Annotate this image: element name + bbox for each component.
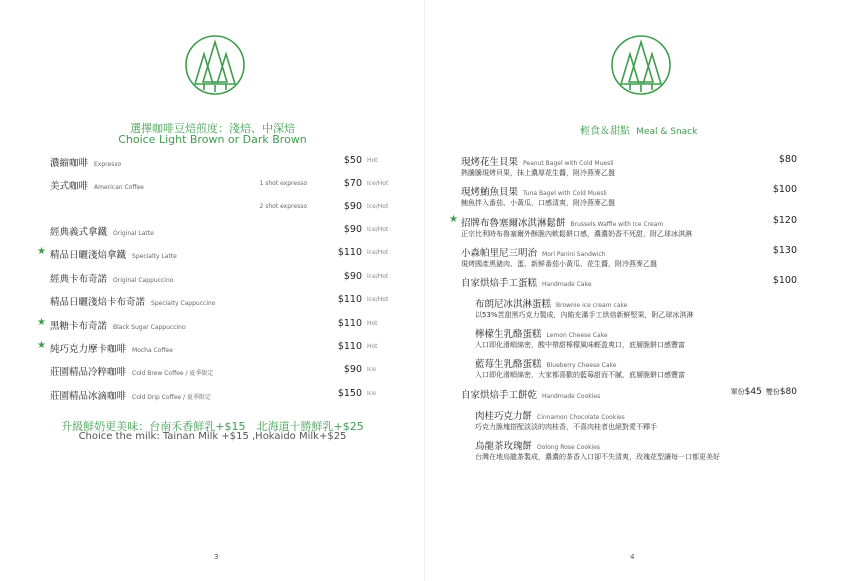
menu-item [0,294,425,308]
page-number: 4 [630,553,635,561]
item-description: 以53%苦甜黑巧克力製成，內餡充滿手工烘焙新鮮堅果，附乙球冰淇淋 [475,311,694,319]
star-icon: ★ [37,317,46,328]
item-name [50,388,211,402]
item-name [50,247,177,261]
item-price: $90 [343,271,362,282]
item-temp: Ice/Hot [367,273,389,280]
item-name-en: Cold Brew Coffee / 夏季限定 [132,370,214,377]
right-title-en: Meal & Snack [636,127,698,137]
item-temp: Ice/Hot [367,296,389,303]
cookies-double-label: 雙份 [765,388,780,396]
menu-item [0,178,425,192]
milk-upgrade-zh: 升級鮮奶更美味：台南禾香鮮乳+$15 北海道十勝鮮乳+$25 [61,420,364,433]
item-name-zh: 烏龍茶玫瑰餅 [475,441,533,452]
menu-item [0,364,425,378]
menu-item [0,388,425,402]
item-name-zh: 現烤花生貝果 [461,157,519,168]
item-price: $90 [343,224,362,235]
item-description: 現烤國產黑豬肉、蛋、新鮮番茄小黃瓜、花生醬，附冷燕麥乙盤 [461,260,657,268]
menu-item [0,341,425,355]
item-name-zh: 純巧克力摩卡咖啡 [50,344,127,355]
item-note: 1 shot expresso [259,180,307,187]
item-price: $110 [337,318,362,329]
item-name-en: Handmade Cake [542,281,592,288]
item-price: $110 [337,294,362,305]
item-temp: Ice/Hot [367,180,389,187]
item-name [50,341,173,355]
item-name [50,201,56,212]
menu-item [0,318,425,332]
menu-item [0,155,425,169]
item-name [461,184,607,198]
item-name-zh: 招牌布魯塞爾冰淇淋鬆餅 [461,218,566,229]
item-name [461,275,592,289]
item-description: 鮪魚拌入番茄、小黃瓜，口感清爽，附冷燕麥乙盤 [461,199,615,207]
item-price: $100 [772,184,797,195]
item-name-en: Cold Drip Coffee / 夏季限定 [132,394,211,401]
item-name-zh: 布朗尼冰淇淋蛋糕 [475,299,552,310]
item-name-zh: 藍莓生乳酪蛋糕 [475,359,542,370]
item-name-zh: 經典卡布奇諾 [50,274,108,285]
menu-item [0,271,425,285]
item-name [50,294,215,308]
item-name-en: Tuna Bagel with Cold Muesli [523,190,607,197]
menu-item [0,247,425,261]
item-name-zh: 莊園精品冰滴咖啡 [50,391,127,402]
item-description: 台灣在地烏龍茶製成，濃濃的茶香入口卻不失清爽，玫瑰花型讓每一口都更美好 [475,453,720,461]
item-name-zh: 自家烘焙手工蛋糕 [461,278,538,289]
item-name-zh: 肉桂巧克力餅 [475,411,533,422]
item-name-en: Peanut Bagel with Cold Muesli [523,160,614,167]
item-name-zh: 自家烘焙手工餅乾 [461,390,538,401]
item-name-zh: 小森帕里尼三明治 [461,248,538,259]
item-name-zh: 現烤鮪魚貝果 [461,187,519,198]
item-name [475,296,627,310]
item-name [461,154,614,168]
item-temp: Hot [367,157,378,164]
right-title-zh: 輕食＆甜點 [580,126,630,137]
item-description: 巧克力脆塊搭配淡淡的肉桂香，不喜肉桂者也絕對愛不釋手 [475,423,657,431]
item-name [475,326,608,340]
item-name [461,245,606,259]
item-description: 入口即化滑順綿密，酸中帶甜檸檬風味輕盈爽口，底層脆餅口感豐富 [475,341,685,349]
item-name-zh: 黑糖卡布奇諾 [50,321,108,332]
page-number: 3 [214,553,219,561]
item-price: $130 [772,245,797,256]
item-temp: Ice/Hot [367,226,389,233]
item-name [50,224,154,238]
item-name-zh: 經典義式拿鐵 [50,227,108,238]
item-name [475,438,600,452]
right-title [580,122,697,137]
star-icon: ★ [449,214,458,225]
cookies-single-price: $45 [744,387,762,397]
item-price: $90 [343,201,362,212]
item-name-en: Specialty Latte [132,253,177,260]
item-name [475,356,617,370]
item-description: 正宗比利時布魯塞爾外酥脆內軟鬆餅口感，濃濃奶香不死甜，附乙球冰淇淋 [461,230,692,238]
item-name [50,318,186,332]
item-name [475,408,625,422]
cookies-double-price: $80 [779,387,797,397]
star-icon: ★ [37,340,46,351]
item-temp: Ice/Hot [367,249,389,256]
item-name-en: Blueberry Cheese Cake [546,362,617,369]
item-temp: Ice [367,390,376,397]
item-name-en: Original Latte [113,230,154,237]
item-name-en: Brussels Waffle with Ice Cream [570,221,664,228]
cookies-price [731,387,797,397]
item-description: 熱騰騰現烤貝果，抹上濃厚花生醬，附冷燕麥乙盤 [461,169,615,177]
star-icon: ★ [37,246,46,257]
item-name [50,364,213,378]
forest-trees-logo [610,34,672,96]
item-name-en: Expresso [94,161,122,168]
item-temp: Hot [367,343,378,350]
milk-upgrade-en: Choice the milk: Tainan Milk +$15 ,Hokaido Milk+$25 [78,431,347,442]
item-note: 2 shot expresso [259,203,307,210]
item-name [50,178,144,192]
item-name [461,387,600,401]
item-name-en: Lemon Cheese Cake [546,332,608,339]
item-price: $110 [337,247,362,258]
item-name [50,155,121,169]
item-name-en: Oolong Rose Cookies [537,444,601,451]
item-name-en: Black Sugar Cappuccino [113,324,186,331]
item-name-en: American Coffee [94,184,144,191]
item-name-en: Mori Panini Sandwich [542,251,606,258]
item-temp: Hot [367,320,378,327]
item-price: $150 [337,388,362,399]
item-temp: Ice [367,366,376,373]
item-name [461,215,663,229]
item-name [50,271,173,285]
menu-item [0,224,425,238]
item-name-zh: 精品日曬淺焙拿鐵 [50,250,127,261]
item-name-en: Brownie ice cream cake [556,302,628,309]
item-description: 入口即化滑順綿密，大家都喜歡的藍莓甜而不膩，底層脆餅口感豐富 [475,371,685,379]
menu-item [0,201,425,215]
item-price: $80 [778,154,797,165]
left-title-zh: 選擇咖啡豆焙煎度：淺焙、中深焙 [130,122,295,135]
left-title-en: Choice Light Brown or Dark Brown [118,133,307,146]
item-price: $90 [343,364,362,375]
item-name-zh: 莊園精品冷粹咖啡 [50,367,127,378]
item-name-zh: 檸檬生乳酪蛋糕 [475,329,542,340]
item-name-en: Specialty Cappuccino [151,300,216,307]
item-name-en: Handmade Cookies [542,393,601,400]
item-temp: Ice/Hot [367,203,389,210]
item-name-zh: 精品日曬淺焙卡布奇諾 [50,297,146,308]
item-name-zh: 濃縮咖啡 [50,158,89,169]
item-price: $70 [343,178,362,189]
item-price: $100 [772,275,797,286]
forest-trees-logo [184,34,246,96]
page-right [425,0,850,581]
item-price: $110 [337,341,362,352]
item-name-en: Cinnamon Chocolate Cookies [537,414,625,421]
item-name-en: Mocha Coffee [132,347,173,354]
cookies-single-label: 單份 [730,388,745,396]
item-name-en: Original Cappuccino [113,277,174,284]
item-price: $120 [772,215,797,226]
item-price: $50 [343,155,362,166]
item-name-zh: 美式咖啡 [50,181,89,192]
